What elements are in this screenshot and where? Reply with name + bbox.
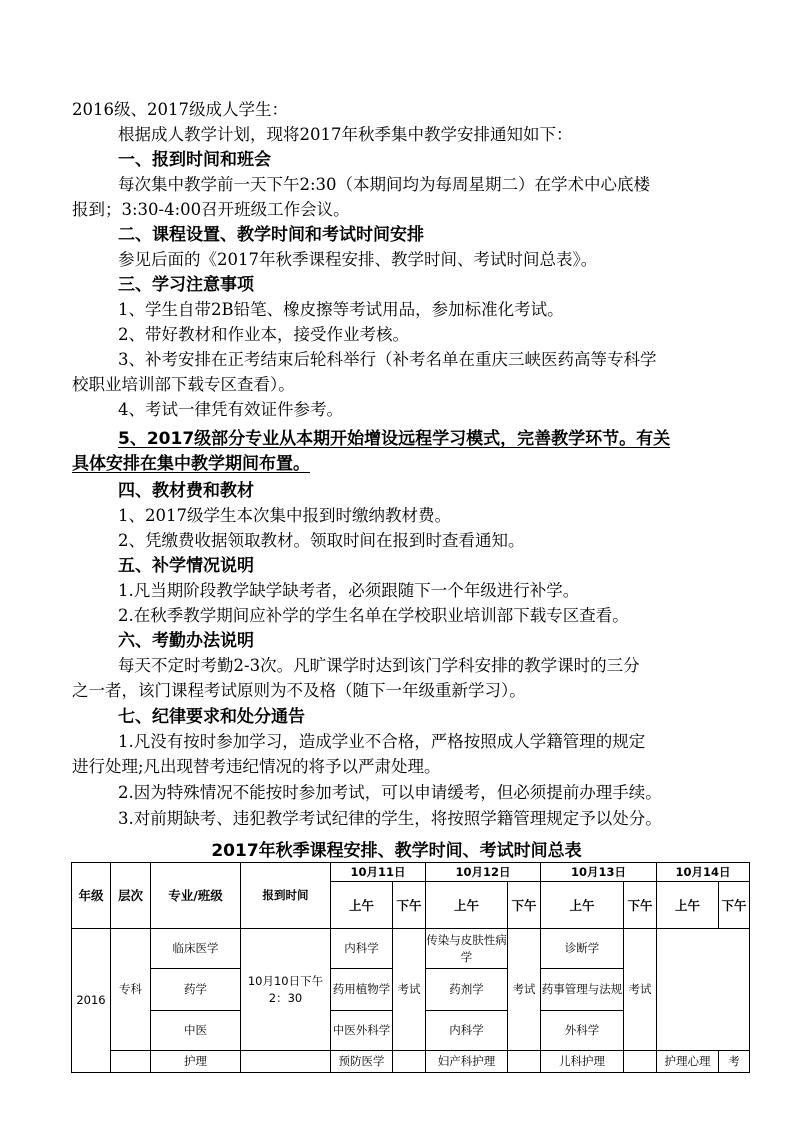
major-cell: 中医: [151, 1011, 241, 1051]
course-cell: 预防医学: [331, 1051, 393, 1073]
header-grade: 年级: [72, 863, 111, 929]
header-am: 上午: [331, 882, 393, 929]
section-5-item-2: 2.在秋季教学期间应补学的学生名单在学校职业培训部下载专区查看。: [118, 606, 629, 625]
section-3-item-3: 3、补考安排在正考结束后轮科举行（补考名单在重庆三峡医药高等专科学: [118, 350, 657, 369]
header-am: 上午: [426, 882, 508, 929]
course-cell: 外科学: [541, 1011, 624, 1051]
salutation: 2016级、2017级成人学生：: [72, 100, 288, 119]
course-cell: 儿科护理: [541, 1051, 624, 1073]
exam-cell: 考试: [508, 929, 541, 1051]
course-cell: 药用植物学: [331, 969, 393, 1011]
section-4-item-1: 1、2017级学生本次集中报到时缴纳教材费。: [118, 506, 451, 525]
header-pm: 下午: [393, 882, 426, 929]
header-date-2: 10月12日: [426, 863, 541, 882]
intro-paragraph: 根据成人教学计划，现将2017年秋季集中教学安排通知如下：: [118, 125, 573, 144]
header-pm: 下午: [624, 882, 657, 929]
section-heading-7: 七、纪律要求和处分通告: [118, 707, 305, 727]
section-7-item-1-cont: 进行处理;凡出现替考违纪情况的将予以严肃处理。: [72, 757, 441, 776]
section-heading-3: 三、学习注意事项: [118, 275, 254, 295]
section-4-item-2: 2、凭缴费收据领取教材。领取时间在报到时查看通知。: [118, 531, 525, 550]
section-7-item-2: 2.因为特殊情况不能按时参加考试，可以申请缓考，但必须提前办理手续。: [118, 783, 662, 802]
grade-cell: 2016: [72, 929, 111, 1073]
section-3-item-5-emphasis: 5、2017级部分专业从本期开始增设远程学习模式，完善教学环节。有关: [118, 429, 671, 449]
course-cell: 内科学: [426, 1011, 508, 1051]
section-1-text: 每次集中教学前一天下午2:30（本期间均为每周星期二）在学术中心底楼: [118, 175, 651, 194]
exam-cell: 考试: [393, 929, 426, 1051]
exam-cell-partial: 考: [719, 1051, 750, 1073]
section-3-item-2: 2、带好教材和作业本，接受作业考核。: [118, 325, 409, 344]
level-cell: 专科: [111, 929, 151, 1051]
header-major: 专业/班级: [151, 863, 241, 929]
section-6-text: 每天不定时考勤2-3次。凡旷课学时达到该门学科安排的教学课时的三分: [118, 656, 640, 675]
header-pm: 下午: [719, 882, 750, 929]
report-time-cell-cont: [241, 1051, 331, 1073]
section-7-item-1: 1.凡没有按时参加学习，造成学业不合格，严格按照成人学籍管理的规定: [118, 732, 646, 751]
empty-cell: [624, 1051, 657, 1073]
schedule-title: 2017年秋季课程安排、教学时间、考试时间总表: [211, 841, 582, 861]
section-3-item-5-emphasis-cont: 具体安排在集中教学期间布置。: [72, 454, 310, 474]
section-2-text: 参见后面的《2017年秋季课程安排、教学时间、考试时间总表》。: [118, 250, 598, 269]
section-6-text-cont: 之一者，该门课程考试原则为不及格（随下一年级重新学习）。: [72, 681, 526, 700]
section-heading-6: 六、考勤办法说明: [118, 631, 254, 651]
section-5-item-1: 1.凡当期阶段教学缺学缺考者，必须跟随下一个年级进行补学。: [118, 581, 580, 600]
section-heading-5: 五、补学情况说明: [118, 556, 254, 576]
major-cell: 临床医学: [151, 929, 241, 969]
major-cell: 药学: [151, 969, 241, 1011]
schedule-table: [71, 862, 750, 1073]
section-3-item-3-cont: 校职业培训部下载专区查看）。: [72, 375, 295, 394]
section-heading-1: 一、报到时间和班会: [118, 150, 271, 170]
course-cell: 内科学: [331, 929, 393, 969]
header-am: 上午: [541, 882, 624, 929]
course-cell: 护理心理: [657, 1051, 719, 1073]
table-row: [72, 929, 750, 969]
section-heading-4: 四、教材费和教材: [118, 481, 254, 501]
header-date-3: 10月13日: [541, 863, 657, 882]
header-date-1: 10月11日: [331, 863, 426, 882]
header-am: 上午: [657, 882, 719, 929]
empty-cell: [508, 1051, 541, 1073]
header-pm: 下午: [508, 882, 541, 929]
header-level: 层次: [111, 863, 151, 929]
header-date-4: 10月14日: [657, 863, 750, 882]
empty-cell: [393, 1051, 426, 1073]
section-heading-2: 二、课程设置、教学时间和考试时间安排: [118, 225, 424, 245]
course-cell: 诊断学: [541, 929, 624, 969]
section-7-item-3: 3.对前期缺考、违犯教学考试纪律的学生，将按照学籍管理规定予以处分。: [118, 809, 662, 828]
course-cell: 妇产科护理: [426, 1051, 508, 1073]
report-time-cell: 10月10日下午2：30: [241, 929, 331, 1051]
section-3-item-1: 1、学生自带2B铅笔、橡皮擦等考试用品，参加标准化考试。: [118, 300, 564, 319]
level-cell-cont: [111, 1051, 151, 1073]
empty-cell: [657, 929, 750, 1051]
course-cell: 传染与皮肤性病学: [426, 929, 508, 969]
table-header-row: [72, 863, 750, 882]
course-cell: 药剂学: [426, 969, 508, 1011]
course-cell: 中医外科学: [331, 1011, 393, 1051]
section-3-item-4: 4、考试一律凭有效证件参考。: [118, 400, 343, 419]
major-cell: 护理: [151, 1051, 241, 1073]
table-row: [72, 1051, 750, 1073]
course-cell: 药事管理与法规: [541, 969, 624, 1011]
exam-cell: 考试: [624, 929, 657, 1051]
section-1-text-cont: 报到；3:30-4:00召开班级工作会议。: [72, 200, 350, 219]
header-report-time: 报到时间: [241, 863, 331, 929]
